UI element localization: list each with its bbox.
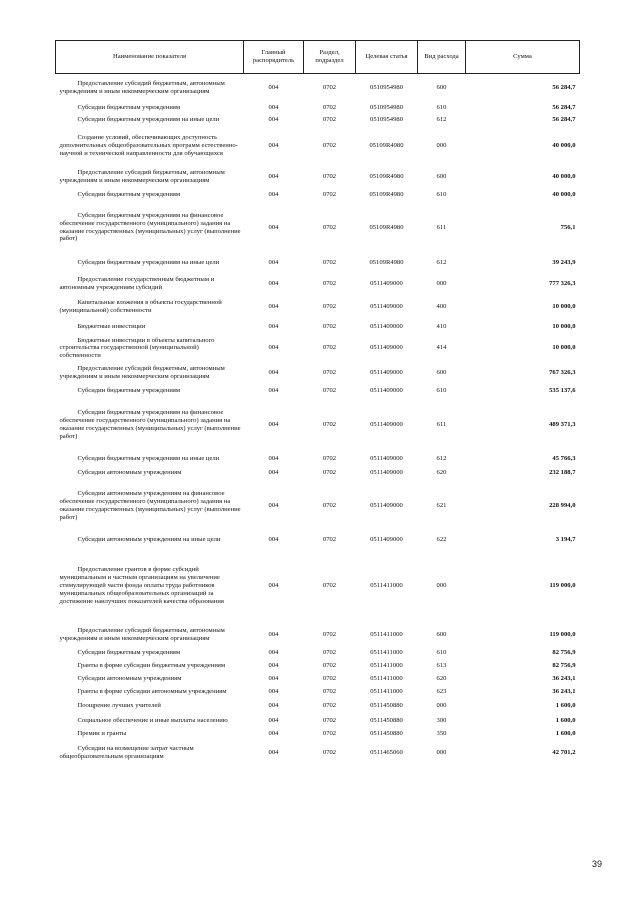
- row-section: 0702: [322, 322, 337, 330]
- row-name: [56, 549, 244, 623]
- row-amount: 42 701,2: [552, 749, 576, 757]
- header-amount: Сумма: [466, 41, 580, 74]
- row-expense-type: 000: [436, 279, 447, 287]
- row-target: 0510954980: [370, 103, 403, 111]
- row-amount: 36 243,1: [552, 674, 576, 682]
- row-expense-type: 620: [436, 674, 447, 682]
- row-target: 0511409000: [370, 501, 403, 509]
- row-expense-type: 610: [436, 190, 447, 198]
- row-expense-type: 612: [436, 258, 447, 266]
- row-grbs: 004: [268, 303, 279, 311]
- row-target: 05109R4980: [369, 142, 404, 150]
- row-section: 0702: [322, 368, 337, 376]
- row-expense-type: 611: [436, 223, 447, 231]
- row-name: [56, 336, 244, 362]
- page-number: 39: [591, 859, 602, 869]
- row-section: 0702: [322, 258, 337, 266]
- row-grbs: 004: [268, 258, 279, 266]
- row-section: 0702: [322, 749, 337, 757]
- row-expense-type: 000: [436, 702, 447, 710]
- row-name-text: Предоставление субсидий бюджетным, автономным учреждениям и иным некоммерческим организациям: [59, 364, 225, 380]
- row-expense-type: 300: [436, 716, 447, 724]
- row-expense-type: 600: [436, 83, 447, 91]
- row-expense-type: 623: [436, 688, 447, 696]
- table-row: [56, 297, 580, 318]
- table-row: [56, 74, 580, 102]
- row-grbs: 004: [268, 190, 279, 198]
- row-target: 0511411000: [370, 688, 403, 696]
- table-row: [56, 127, 580, 166]
- row-grbs: 004: [268, 469, 279, 477]
- row-amount: 82 756,9: [552, 661, 576, 669]
- table-row: [56, 713, 580, 728]
- row-target: 0511409000: [370, 536, 403, 544]
- row-section: 0702: [322, 116, 337, 124]
- row-name: [56, 127, 244, 166]
- row-target: 05109R4980: [369, 223, 404, 231]
- row-target: 0510954980: [370, 83, 403, 91]
- row-expense-type: 410: [436, 322, 447, 330]
- row-expense-type: 414: [436, 344, 447, 352]
- row-name-text: Создание условий, обеспечивающих доступность дополнительных общеобразовательных программ естественно-научной и технической направленности для обучающихся: [59, 134, 238, 157]
- row-name-text: Субсидии на возмещение затрат частным общеобразовательным организациям: [59, 745, 194, 761]
- table-row: [56, 728, 580, 740]
- row-expense-type: 610: [436, 103, 447, 111]
- row-name-text: Субсидии автономным учреждениям на финансовое обеспечение государственного (муниципального) задания на оказание государственных (муниципальных) услуг (выполнение работ): [59, 489, 241, 521]
- row-expense-type: 600: [436, 173, 447, 181]
- row-target: 0511409000: [370, 420, 403, 428]
- row-name-text: Предоставление государственным бюджетным и автономным учреждениям субсидий: [59, 275, 215, 291]
- row-name: [56, 201, 244, 255]
- table-row: [56, 549, 580, 623]
- row-section: 0702: [322, 173, 337, 181]
- row-name-text: Субсидии бюджетным учреждениям на финансовое обеспечение государственного (муниципального) задания на оказание государственных (муниципальных) услуг (выполнение работ): [59, 408, 241, 440]
- table-row: [56, 318, 580, 336]
- row-name-text: Премии и гранты: [77, 730, 127, 738]
- row-name: [56, 659, 244, 672]
- row-target: 0511411000: [370, 649, 403, 657]
- row-section: 0702: [322, 142, 337, 150]
- row-grbs: 004: [268, 716, 279, 724]
- row-target: 05109R4980: [369, 190, 404, 198]
- row-name-text: Субсидии бюджетным учреждениям: [77, 190, 181, 198]
- row-name: [56, 623, 244, 647]
- row-amount: 3 194,7: [555, 536, 576, 544]
- row-grbs: 004: [268, 142, 279, 150]
- row-section: 0702: [322, 279, 337, 287]
- row-section: 0702: [322, 661, 337, 669]
- table-row: [56, 361, 580, 384]
- row-amount: 756,1: [560, 223, 576, 231]
- header-grbs: Главный распорядитель: [244, 41, 304, 74]
- row-section: 0702: [322, 420, 337, 428]
- header-section: Раздел, подраздел: [304, 41, 356, 74]
- row-name: [56, 713, 244, 728]
- row-section: 0702: [322, 103, 337, 111]
- header-target: Целевая статья: [356, 41, 418, 74]
- row-name: [56, 480, 244, 531]
- row-name-text: Гранты в форме субсидии автономным учреждениям: [77, 688, 227, 696]
- table-row: [56, 336, 580, 362]
- row-name-text: Гранты в форме субсидии бюджетным учреждениям: [77, 661, 226, 669]
- row-name: [56, 102, 244, 114]
- row-section: 0702: [322, 454, 337, 462]
- row-amount: 56 284,7: [552, 116, 576, 124]
- row-target: 05109R4980: [369, 173, 404, 181]
- row-grbs: 004: [268, 103, 279, 111]
- row-amount: 232 188,7: [549, 469, 576, 477]
- row-section: 0702: [322, 223, 337, 231]
- row-grbs: 004: [268, 387, 279, 395]
- row-expense-type: 000: [436, 142, 447, 150]
- row-grbs: 004: [268, 501, 279, 509]
- row-grbs: 004: [268, 368, 279, 376]
- row-name: [56, 384, 244, 398]
- row-section: 0702: [322, 344, 337, 352]
- row-section: 0702: [322, 702, 337, 710]
- row-name-text: Бюджетные инвестиции: [77, 322, 146, 330]
- row-section: 0702: [322, 688, 337, 696]
- row-amount: 535 137,6: [549, 387, 576, 395]
- row-name-text: Субсидии автономным учреждениям: [77, 674, 182, 682]
- row-section: 0702: [322, 501, 337, 509]
- table-row: [56, 255, 580, 271]
- row-section: 0702: [322, 582, 337, 590]
- row-amount: 56 284,7: [552, 83, 576, 91]
- table-row: [56, 114, 580, 127]
- row-name: [56, 271, 244, 297]
- row-name-text: Субсидии автономным учреждениям: [77, 469, 182, 477]
- row-name-text: Субсидии бюджетным учреждениям на иные цели: [77, 258, 220, 266]
- table-row: [56, 480, 580, 531]
- row-target: 0511409000: [370, 368, 403, 376]
- row-amount: 40 000,0: [552, 142, 576, 150]
- row-grbs: 004: [268, 536, 279, 544]
- row-grbs: 004: [268, 116, 279, 124]
- row-name: [56, 531, 244, 549]
- table-row: [56, 740, 580, 766]
- row-amount: 1 600,0: [555, 730, 576, 738]
- row-name-text: Предоставление субсидий бюджетным, автономным учреждениям и иным некоммерческим организациям: [59, 79, 225, 95]
- table-row: [56, 189, 580, 201]
- row-grbs: 004: [268, 702, 279, 710]
- table-header-row: [56, 41, 580, 74]
- row-grbs: 004: [268, 83, 279, 91]
- row-grbs: 004: [268, 420, 279, 428]
- row-expense-type: 000: [436, 582, 447, 590]
- row-target: 0511409000: [370, 279, 403, 287]
- row-grbs: 004: [268, 688, 279, 696]
- row-target: 0511409000: [370, 454, 403, 462]
- row-grbs: 004: [268, 322, 279, 330]
- row-target: 0511411000: [370, 582, 403, 590]
- row-grbs: 004: [268, 344, 279, 352]
- row-grbs: 004: [268, 173, 279, 181]
- row-expense-type: 620: [436, 469, 447, 477]
- row-expense-type: 350: [436, 730, 447, 738]
- row-expense-type: 613: [436, 661, 447, 669]
- row-amount: 39 243,9: [552, 258, 576, 266]
- row-grbs: 004: [268, 582, 279, 590]
- header-expense-type: Вид расхода: [418, 41, 466, 74]
- row-amount: 1 600,0: [555, 702, 576, 710]
- row-expense-type: 600: [436, 368, 447, 376]
- row-target: 0511465060: [370, 749, 403, 757]
- table-row: [56, 659, 580, 672]
- row-name: [56, 728, 244, 740]
- table-row: [56, 699, 580, 713]
- row-section: 0702: [322, 730, 337, 738]
- row-name-text: Бюджетные инвестиции в объекты капитального строительства государственной (муниципальной) собственности: [59, 336, 215, 360]
- row-target: 0511411000: [370, 661, 403, 669]
- row-name: [56, 74, 244, 102]
- row-amount: 489 371,3: [549, 420, 576, 428]
- row-name: [56, 255, 244, 271]
- row-section: 0702: [322, 469, 337, 477]
- row-expense-type: 621: [436, 501, 447, 509]
- row-name-text: Субсидии бюджетным учреждениям на иные цели: [77, 454, 220, 462]
- table-row: [56, 672, 580, 685]
- table-row: [56, 166, 580, 189]
- row-amount: 1 600,0: [555, 716, 576, 724]
- row-name-text: Субсидии бюджетным учреждениям на иные цели: [77, 116, 220, 124]
- row-name: [56, 451, 244, 466]
- row-amount: 10 000,0: [552, 344, 576, 352]
- table-row: [56, 102, 580, 114]
- row-amount: 777 326,3: [549, 279, 576, 287]
- row-section: 0702: [322, 303, 337, 311]
- row-target: 0511450880: [370, 702, 403, 710]
- row-name: [56, 318, 244, 336]
- row-expense-type: 611: [436, 420, 447, 428]
- table-row: [56, 451, 580, 466]
- row-name: [56, 466, 244, 480]
- table-row: [56, 531, 580, 549]
- row-name: [56, 189, 244, 201]
- row-section: 0702: [322, 190, 337, 198]
- row-expense-type: 622: [436, 536, 447, 544]
- row-target: 0510954980: [370, 116, 403, 124]
- row-section: 0702: [322, 716, 337, 724]
- row-amount: 82 756,9: [552, 649, 576, 657]
- row-name: [56, 740, 244, 766]
- row-amount: 119 000,0: [549, 582, 576, 590]
- row-name-text: Субсидии автономным учреждениям на иные цели: [77, 536, 221, 544]
- row-target: 0511450880: [370, 730, 403, 738]
- row-expense-type: 400: [436, 303, 447, 311]
- row-name: [56, 699, 244, 713]
- row-name-text: Субсидии бюджетным учреждениям на финансовое обеспечение государственного (муниципального) задания на оказание государственных (муниципальных) услуг (выполнение работ): [59, 211, 241, 243]
- row-expense-type: 600: [436, 631, 447, 639]
- row-name-text: Субсидии бюджетным учреждениям: [77, 103, 181, 111]
- row-amount: 767 326,3: [549, 368, 576, 376]
- row-name-text: Субсидии бюджетным учреждениям: [77, 387, 181, 395]
- row-name-text: Субсидии бюджетным учреждениям: [77, 649, 181, 657]
- row-name-text: Предоставление субсидий бюджетным, автономным учреждениям и иным некоммерческим организациям: [59, 627, 225, 643]
- row-expense-type: 612: [436, 116, 447, 124]
- row-grbs: 004: [268, 730, 279, 738]
- row-name: [56, 297, 244, 318]
- row-amount: 40 000,0: [552, 190, 576, 198]
- table-row: [56, 466, 580, 480]
- row-target: 0511409000: [370, 469, 403, 477]
- row-expense-type: 000: [436, 749, 447, 757]
- row-amount: 10 000,0: [552, 322, 576, 330]
- row-name-text: Социальное обеспечение и иные выплаты населению: [77, 716, 228, 724]
- row-name: [56, 685, 244, 699]
- row-section: 0702: [322, 649, 337, 657]
- row-target: 0511409000: [370, 387, 403, 395]
- row-amount: 36 243,1: [552, 688, 576, 696]
- table-row: [56, 201, 580, 255]
- row-section: 0702: [322, 536, 337, 544]
- row-name-text: Капитальные вложения в объекты государственной (муниципальной) собственности: [59, 299, 222, 314]
- row-grbs: 004: [268, 661, 279, 669]
- row-name-text: Предоставление грантов в форме субсидий муниципальным и частным организациям на увеличение стимулирующей части фонда оплаты труда работников муниципальных общеобразовательных организаций за достижение наилучших показателей качества образования: [59, 566, 224, 606]
- row-target: 0511409000: [370, 322, 403, 330]
- row-section: 0702: [322, 387, 337, 395]
- row-amount: 228 994,0: [549, 501, 576, 509]
- row-expense-type: 610: [436, 387, 447, 395]
- table-row: [56, 398, 580, 451]
- row-amount: 56 284,7: [552, 103, 576, 111]
- row-name: [56, 672, 244, 685]
- row-name: [56, 647, 244, 659]
- row-grbs: 004: [268, 674, 279, 682]
- row-amount: 119 000,0: [549, 631, 576, 639]
- row-target: 0511450880: [370, 716, 403, 724]
- row-expense-type: 610: [436, 649, 447, 657]
- row-expense-type: 612: [436, 454, 447, 462]
- budget-table: [55, 40, 580, 766]
- row-grbs: 004: [268, 223, 279, 231]
- table-row: [56, 271, 580, 297]
- row-grbs: 004: [268, 649, 279, 657]
- row-amount: 40 000,0: [552, 173, 576, 181]
- row-section: 0702: [322, 631, 337, 639]
- row-section: 0702: [322, 83, 337, 91]
- table-row: [56, 647, 580, 659]
- row-name-text: Поощрение лучших учителей: [77, 702, 161, 710]
- header-name: Наименование показателя: [56, 41, 244, 74]
- row-name-text: Предоставление субсидий бюджетным, автономным учреждениям и иным некоммерческим организациям: [59, 169, 225, 184]
- table-row: [56, 384, 580, 398]
- row-name: [56, 114, 244, 127]
- row-target: 05109R4980: [369, 258, 404, 266]
- row-grbs: 004: [268, 454, 279, 462]
- row-section: 0702: [322, 674, 337, 682]
- row-amount: 10 000,0: [552, 303, 576, 311]
- table-row: [56, 623, 580, 647]
- row-target: 0511411000: [370, 631, 403, 639]
- table-body: [56, 74, 580, 767]
- row-name: [56, 398, 244, 451]
- row-name: [56, 166, 244, 189]
- row-grbs: 004: [268, 279, 279, 287]
- table-row: [56, 685, 580, 699]
- row-target: 0511411000: [370, 674, 403, 682]
- row-amount: 45 766,3: [552, 454, 576, 462]
- row-target: 0511409000: [370, 303, 403, 311]
- row-grbs: 004: [268, 749, 279, 757]
- row-grbs: 004: [268, 631, 279, 639]
- row-name: [56, 361, 244, 384]
- row-target: 0511409000: [370, 344, 403, 352]
